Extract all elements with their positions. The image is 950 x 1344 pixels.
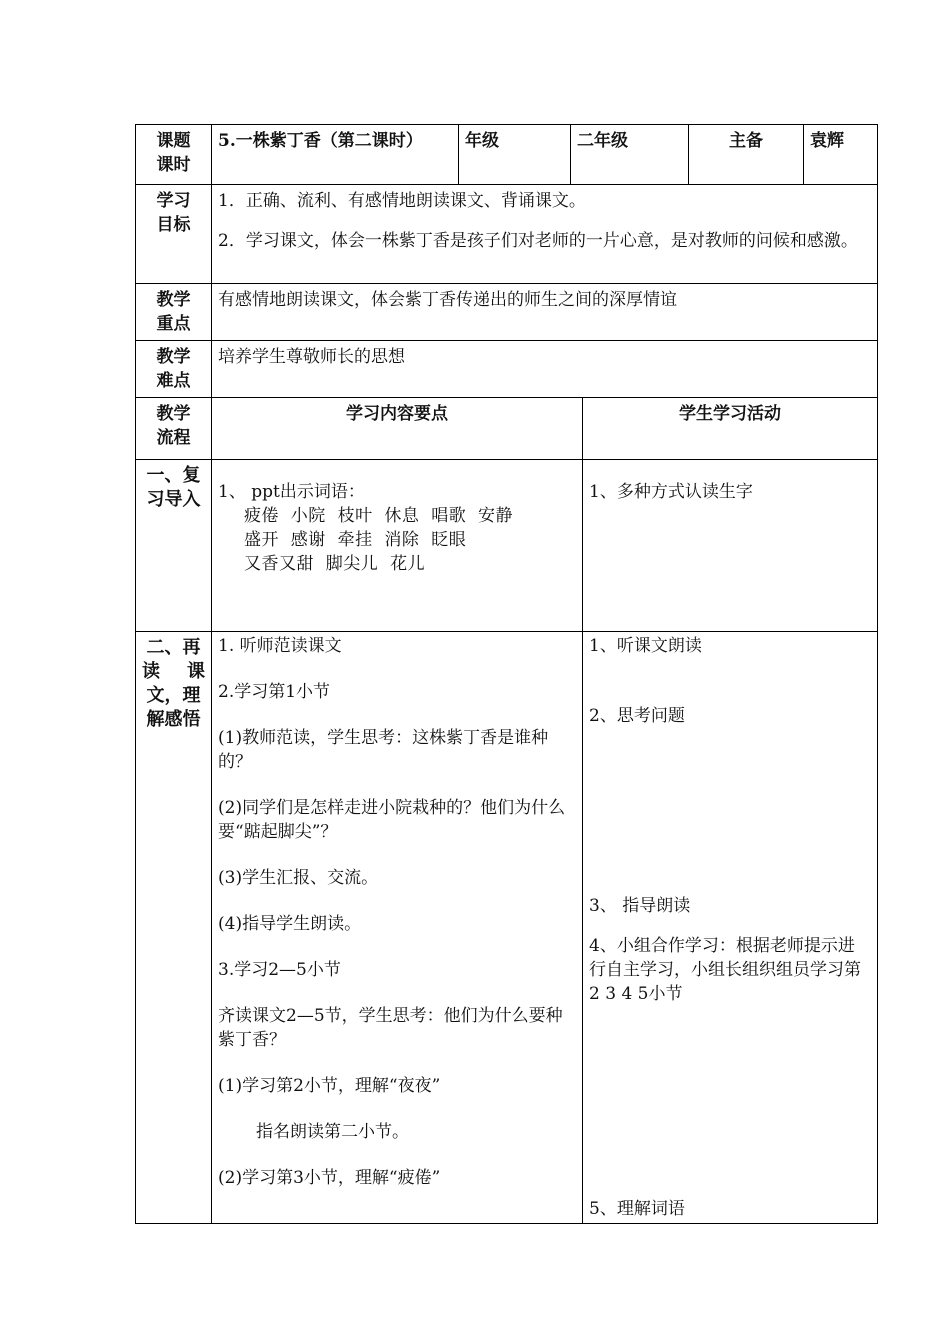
header-row <box>136 125 878 185</box>
difficulty-row <box>136 341 878 398</box>
section2-activities <box>583 632 878 1224</box>
content-line: 2.学习第1小节 <box>218 682 331 702</box>
section2-label-line: 解感悟 <box>146 709 201 730</box>
activity-line: 4、小组合作学习：根据老师提示进行自主学习，小组长组织组员学习第2 3 4 5小节 <box>589 936 861 1004</box>
content-line: 齐读课文2—5节，学生思考：他们为什么要种紫丁香？ <box>218 1006 563 1050</box>
goals-label: 学习 目标 <box>136 185 212 284</box>
section1-intro: 1、 ppt出示词语： <box>218 482 365 502</box>
section1-row <box>136 460 878 632</box>
section2-label <box>136 632 212 1224</box>
activity-line: 5、理解词语 <box>589 1199 685 1219</box>
flow-label: 教学 流程 <box>136 398 212 460</box>
goals-row <box>136 185 878 284</box>
key-point-label: 教学 重点 <box>136 284 212 341</box>
key-point-text: 有感情地朗读课文，体会紫丁香传递出的师生之间的深厚情谊 <box>212 284 878 341</box>
word-line: 又香又甜 脚尖儿 花儿 <box>244 554 426 574</box>
content-line: (1)学习第2小节，理解“夜夜” <box>218 1076 441 1096</box>
content-header: 学习内容要点 <box>212 398 583 460</box>
word-line: 盛开 感谢 牵挂 消除 眨眼 <box>244 530 467 550</box>
content-line: 1. 听师范读课文 <box>218 636 342 656</box>
activity-line: 2、思考问题 <box>589 706 685 726</box>
activity-line: 1、听课文朗读 <box>589 636 702 656</box>
activity-header: 学生学习活动 <box>583 398 878 460</box>
content-line: 3.学习2—5小节 <box>218 960 341 980</box>
content-line: 指名朗读第二小节。 <box>256 1122 409 1142</box>
section2-label-line: 文，理 <box>146 685 201 706</box>
content-line: (3)学生汇报、交流。 <box>218 868 379 888</box>
goals-content <box>212 185 878 284</box>
lead-label: 主备 <box>689 125 804 185</box>
key-point-row <box>136 284 878 341</box>
grade-value: 二年级 <box>571 125 689 185</box>
topic-label: 课题 课时 <box>136 125 212 185</box>
lesson-plan-table <box>135 124 878 1224</box>
content-line: (1)教师范读，学生思考：这株紫丁香是谁种的？ <box>218 728 549 772</box>
section2-label-line: 读 课 <box>142 661 205 682</box>
grade-label: 年级 <box>459 125 571 185</box>
section2-row <box>136 632 878 1224</box>
difficulty-label: 教学 难点 <box>136 341 212 398</box>
activity-line: 3、 指导朗读 <box>589 896 691 916</box>
content-line: (4)指导学生朗读。 <box>218 914 362 934</box>
section1-content <box>212 460 583 632</box>
goal-item: 1．正确、流利、有感情地朗读课文、背诵课文。 <box>218 191 586 211</box>
flow-header-row <box>136 398 878 460</box>
section1-label: 一、复 习导入 <box>136 460 212 632</box>
content-line: (2)同学们是怎样走进小院栽种的？他们为什么要“踮起脚尖”？ <box>218 798 566 842</box>
word-line: 疲倦 小院 枝叶 休息 唱歌 安静 <box>244 506 514 526</box>
section2-content <box>212 632 583 1224</box>
content-line: (2)学习第3小节，理解“疲倦” <box>218 1168 441 1188</box>
lead-value: 袁辉 <box>804 125 878 185</box>
goal-item: 2．学习课文，体会一株紫丁香是孩子们对老师的一片心意，是对教师的问候和感激。 <box>218 231 858 251</box>
topic-title: 5.一株紫丁香（第二课时） <box>212 125 459 185</box>
difficulty-text: 培养学生尊敬师长的思想 <box>212 341 878 398</box>
section2-label-line: 二、再 <box>146 637 201 658</box>
section1-activity: 1、多种方式认读生字 <box>583 460 878 632</box>
